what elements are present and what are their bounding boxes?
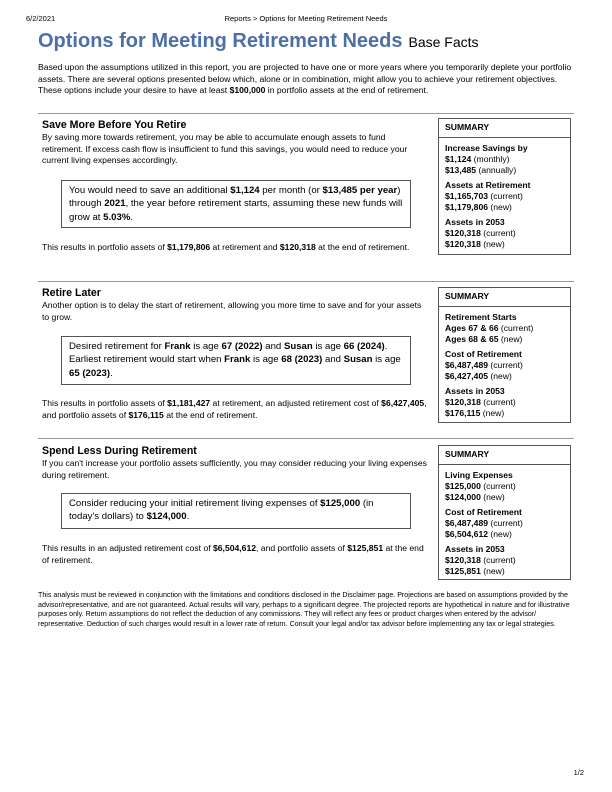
- save-more-heading: Save More Before You Retire: [42, 119, 187, 131]
- spend-less-callout: Consider reducing your initial retirement living expenses of $125,000 (in today's dollars) to $124,000.: [61, 493, 411, 529]
- breadcrumb: Reports > Options for Meeting Retirement Needs: [224, 14, 388, 23]
- summary-block: Assets at Retirement $1,165,703 (current) $1,179,806 (new): [445, 180, 531, 212]
- summary-block: Assets in 2053 $120,318 (current) $125,851 (new): [445, 544, 516, 576]
- section-divider: [38, 281, 574, 282]
- summary-block: Cost of Retirement $6,487,489 (current) $6,427,405 (new): [445, 349, 523, 381]
- summary-block: Cost of Retirement $6,487,489 (current) $6,504,612 (new): [445, 507, 523, 539]
- title-row: [38, 30, 479, 53]
- summary-block: Living Expenses $125,000 (current) $124,000 (new): [445, 470, 516, 502]
- section-divider: [38, 438, 574, 439]
- intro-paragraph: Based upon the assumptions utilized in this report, you are projected to have one or more years where you temporarily deplete your portfolio assets. There are several options presented below which, alone or in combination, might allow you to achieve your retirement objectives. These options include your desire to have at least $100,000 in portfolio assets at the end of retirement.: [38, 62, 572, 96]
- retire-later-callout: Desired retirement for Frank is age 67 (2022) and Susan is age 66 (2024). Earliest retirement would start when Frank is age 68 (2023) and Susan is age 65 (2023).: [61, 336, 411, 385]
- page-title: Options for Meeting Retirement Needs: [38, 30, 403, 52]
- summary-block: Assets in 2053 $120,318 (current) $176,115 (new): [445, 386, 516, 418]
- save-more-callout: You would need to save an additional $1,124 per month (or $13,485 per year) through 2021, the year before retirement starts, assuming these new funds will grow at 5.03%.: [61, 180, 411, 228]
- spend-less-heading: Spend Less During Retirement: [42, 445, 197, 457]
- report-date: 6/2/2021: [26, 14, 56, 23]
- intro-target-amount: $100,000: [229, 85, 266, 96]
- save-more-result: This results in portfolio assets of $1,179,806 at retirement and $120,318 at the end of retirement.: [42, 242, 410, 252]
- disclaimer-text: This analysis must be reviewed in conjunction with the limitations and conditions disclosed in the Disclaimer page. Projections are based on assumptions provided by the advisor/representative, and are not guaranteed. Actual results will vary, perhaps to a significant degree. The projected reports are hypothetical in nature and for illustrative purposes only. Return assumptions do not reflect the deduction of any commissions. They will reflect any fees or product charges when entered by the advisor/ representative. Deduction of such charges would result in a lower rate of return. Consult your legal and/or tax advisor before implementing any tax or legal strategies.: [38, 591, 570, 628]
- page-number: 1/2: [573, 768, 584, 777]
- summary-block: Assets in 2053 $120,318 (current) $120,318 (new): [445, 217, 516, 249]
- page-subtitle: Base Facts: [408, 34, 479, 50]
- section-divider: [38, 113, 574, 114]
- spend-less-result: This results in an adjusted retirement cost of $6,504,612, and portfolio assets of $125,851 at the end of retirement.: [42, 543, 424, 565]
- summary-title: SUMMARY: [439, 446, 570, 465]
- save-more-body: By saving more towards retirement, you may be able to accumulate enough assets to fund retirement. If excess cash flow is insufficient to fund this savings, you would need to reduce your current living expenses accordingly.: [42, 132, 408, 166]
- retire-later-body: Another option is to delay the start of retirement, allowing you more time to save and for your assets to grow.: [42, 300, 422, 322]
- spend-less-summary: [438, 445, 571, 580]
- summary-title: SUMMARY: [439, 119, 570, 138]
- retire-later-heading: Retire Later: [42, 287, 101, 299]
- retire-later-summary: [438, 287, 571, 423]
- summary-block: Retirement Starts Ages 67 & 66 (current) Ages 68 & 65 (new): [445, 312, 534, 344]
- summary-block: Increase Savings by $1,124 (monthly) $13,485 (annually): [445, 143, 528, 175]
- spend-less-body: If you can't increase your portfolio assets sufficiently, you may consider reducing your living expenses during retirement.: [42, 458, 427, 480]
- retire-later-result: This results in portfolio assets of $1,181,427 at retirement, an adjusted retirement cost of $6,427,405, and portfolio assets of $176,115 at the end of retirement.: [42, 398, 427, 420]
- save-more-summary: [438, 118, 571, 255]
- summary-title: SUMMARY: [439, 288, 570, 307]
